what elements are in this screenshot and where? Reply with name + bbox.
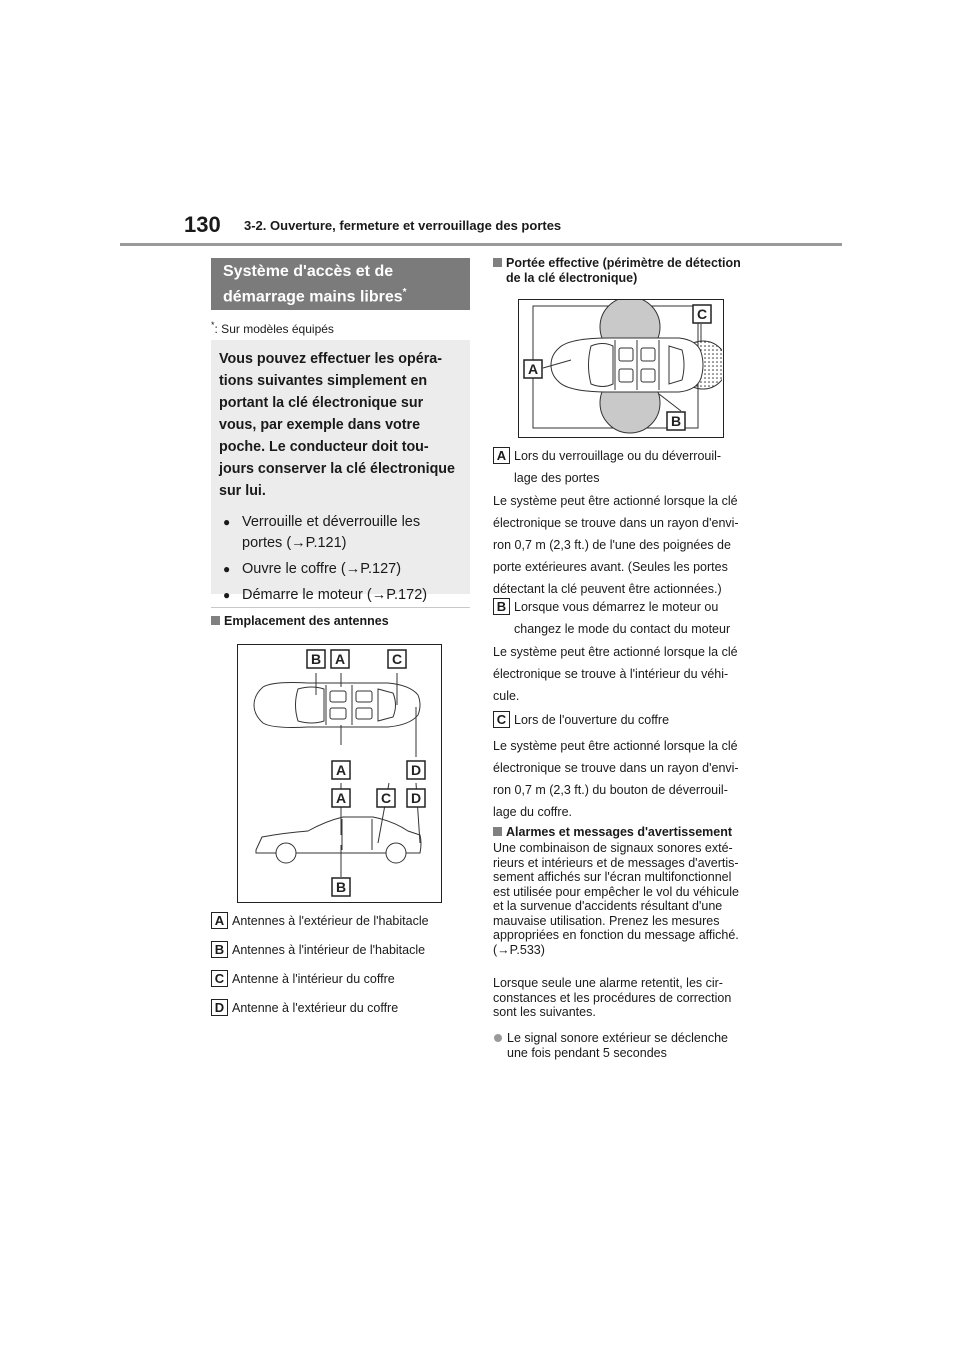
desc-line: électronique se trouve à l'intérieur du véhi- bbox=[493, 667, 729, 681]
label-line: Lors du verrouillage ou du déverrouil- bbox=[514, 449, 722, 463]
section-title-mark: * bbox=[402, 287, 407, 298]
heading-square-icon bbox=[493, 827, 502, 836]
antenna-location-figure bbox=[237, 644, 442, 903]
intro-box bbox=[211, 340, 470, 603]
range-item-a-label bbox=[493, 445, 721, 489]
detection-range-figure bbox=[518, 299, 724, 438]
figure-label-a: A bbox=[334, 651, 346, 667]
alarm-item-line: Le signal sonore extérieur se déclenche bbox=[507, 1031, 728, 1045]
operation-link[interactable]: ● Démarre le moteur (→P.172) bbox=[242, 587, 428, 603]
desc-line: électronique se trouve dans un rayon d'envi- bbox=[493, 516, 739, 530]
legend-badge: C bbox=[493, 711, 510, 728]
legend-badge: B bbox=[211, 941, 228, 958]
desc-line: ron 0,7 m (2,3 ft.) de l'une des poignées de bbox=[493, 538, 731, 552]
range-item-label-text bbox=[514, 445, 721, 489]
desc-line: Le système peut être actionné lorsque la clé bbox=[493, 645, 738, 659]
section-title-text: démarrage mains libres bbox=[223, 288, 403, 306]
legend-badge: A bbox=[493, 447, 510, 464]
figure-label-a: A bbox=[335, 762, 347, 778]
antenna-legend-row bbox=[211, 970, 395, 987]
range-diagram bbox=[519, 300, 722, 436]
operations-list bbox=[219, 512, 462, 606]
intro-line: tions suivantes simplement en bbox=[219, 373, 428, 389]
heading-square-icon bbox=[211, 616, 220, 625]
para-line: Une combinaison de signaux sonores exté- bbox=[493, 841, 733, 855]
para-line: Lorsque seule une alarme retentit, les cir- bbox=[493, 976, 723, 990]
intro-line: vous, par exemple dans votre bbox=[219, 417, 421, 433]
para-line: mauvaise utilisation. Prenez les mesures bbox=[493, 913, 720, 928]
legend-text: Antennes à l'extérieur de l'habitacle bbox=[232, 913, 429, 928]
range-heading-line-2: de la clé électronique) bbox=[506, 271, 638, 285]
intro-line: poche. Le conducteur doit tou- bbox=[219, 439, 429, 455]
alarms-heading bbox=[493, 825, 732, 840]
chapter-title: 3-2. Ouverture, fermeture et verrouillage des portes bbox=[244, 218, 562, 233]
footnote-mark: * bbox=[211, 320, 215, 330]
label-line: Lorsque vous démarrez le moteur ou bbox=[514, 600, 719, 614]
range-item-label-text bbox=[514, 596, 730, 640]
para-line: est utilisée pour empêcher le vol du véhicule bbox=[493, 884, 739, 899]
antenna-legend-row bbox=[211, 999, 398, 1016]
desc-line: cule. bbox=[493, 689, 520, 703]
car-side-view bbox=[256, 817, 421, 863]
intro-line: jours conserver la clé électronique bbox=[219, 461, 455, 477]
figure-label-a: A bbox=[335, 790, 347, 806]
operation-item bbox=[219, 512, 462, 554]
operation-item bbox=[219, 585, 462, 606]
figure-label-b: B bbox=[670, 413, 682, 429]
range-item-c-description bbox=[493, 735, 739, 823]
antennas-heading bbox=[211, 614, 389, 629]
operation-item bbox=[219, 559, 462, 580]
antenna-legend-row bbox=[211, 941, 425, 958]
section-title-line-1: Système d'accès et de bbox=[223, 263, 394, 280]
intro-text bbox=[219, 348, 462, 502]
operation-link[interactable]: portes (→P.121) bbox=[242, 535, 347, 551]
intro-line: portant la clé électronique sur bbox=[219, 395, 424, 411]
desc-line: lage du coffre. bbox=[493, 805, 572, 819]
range-heading-text: Portée effective (périmètre de détection bbox=[506, 256, 741, 270]
car-top-view bbox=[254, 683, 420, 728]
legend-text: Antennes à l'intérieur de l'habitacle bbox=[232, 942, 426, 957]
page-reference-link[interactable]: (→P.533) bbox=[493, 942, 545, 957]
heading-square-icon bbox=[493, 258, 502, 267]
footnote-text: : Sur modèles équipés bbox=[214, 322, 334, 336]
alarms-heading-text: Alarmes et messages d'avertissement bbox=[506, 825, 733, 839]
figure-label-c: C bbox=[696, 306, 708, 322]
alarms-paragraph-1 bbox=[493, 841, 739, 957]
desc-line: électronique se trouve dans un rayon d'envi- bbox=[493, 761, 739, 775]
figure-label-c: C bbox=[380, 790, 392, 806]
para-line: sement affichés sur l'écran multifonctionnel bbox=[493, 870, 732, 884]
legend-badge: B bbox=[493, 598, 510, 615]
section-title-line-2 bbox=[223, 282, 458, 307]
legend-text: Antenne à l'extérieur du coffre bbox=[232, 1000, 399, 1015]
alarm-item-line: une fois pendant 5 secondes bbox=[507, 1045, 667, 1060]
page-number: 130 bbox=[184, 212, 221, 237]
header-divider bbox=[120, 243, 842, 246]
antennas-heading-text: Emplacement des antennes bbox=[224, 614, 389, 628]
desc-line: porte extérieures avant. (Seules les portes bbox=[493, 560, 728, 574]
section-divider bbox=[211, 607, 470, 608]
legend-text: Antenne à l'intérieur du coffre bbox=[232, 971, 395, 986]
legend-badge: A bbox=[211, 912, 228, 929]
operation-text: ● Verrouille et déverrouille les bbox=[242, 514, 421, 530]
operation-link[interactable]: ● Ouvre le coffre (→P.127) bbox=[242, 561, 402, 577]
para-line: sont les suivantes. bbox=[493, 1005, 596, 1019]
figure-label-b: B bbox=[310, 651, 322, 667]
legend-badge: D bbox=[211, 999, 228, 1016]
range-item-b-description bbox=[493, 641, 738, 707]
alarm-list-item bbox=[493, 1031, 728, 1060]
label-line: changez le mode du contact du moteur bbox=[514, 622, 731, 636]
desc-line: Le système peut être actionné lorsque la clé bbox=[493, 739, 738, 753]
range-item-label-text bbox=[514, 709, 669, 731]
intro-line: sur lui. bbox=[219, 483, 266, 499]
legend-badge: C bbox=[211, 970, 228, 987]
alarms-paragraph-2 bbox=[493, 976, 731, 1020]
section-banner bbox=[211, 258, 470, 310]
figure-label-d: D bbox=[410, 790, 422, 806]
para-line: rieurs et intérieurs et de messages d'avertis- bbox=[493, 855, 739, 870]
antenna-legend-row bbox=[211, 912, 429, 929]
para-line: et la survenue d'accidents résultant d'une bbox=[493, 899, 723, 913]
range-item-b-label bbox=[493, 596, 730, 640]
range-item-c-label bbox=[493, 709, 669, 731]
figure-label-b: B bbox=[335, 879, 347, 895]
label-line: Lors de l'ouverture du coffre bbox=[514, 713, 670, 727]
desc-line: ron 0,7 m (2,3 ft.) du bouton de déverrouil- bbox=[493, 783, 728, 797]
footnote bbox=[211, 320, 334, 336]
figure-label-a: A bbox=[527, 361, 539, 377]
label-line: lage des portes bbox=[514, 471, 600, 485]
range-item-a-description bbox=[493, 490, 739, 600]
figure-label-d: D bbox=[410, 762, 422, 778]
desc-line: Le système peut être actionné lorsque la clé bbox=[493, 494, 738, 508]
antenna-diagram bbox=[238, 645, 440, 901]
desc-line: détectant la clé peuvent être actionnées.) bbox=[493, 582, 722, 596]
para-line: constances et les procédures de correction bbox=[493, 990, 732, 1005]
intro-line: Vous pouvez effectuer les opéra- bbox=[219, 351, 442, 367]
car-top-view bbox=[551, 338, 703, 392]
para-line: appropriées en fonction du message affiché. bbox=[493, 928, 739, 942]
range-heading-line-1 bbox=[493, 256, 741, 271]
figure-label-c: C bbox=[391, 651, 403, 667]
range-heading bbox=[493, 256, 741, 286]
